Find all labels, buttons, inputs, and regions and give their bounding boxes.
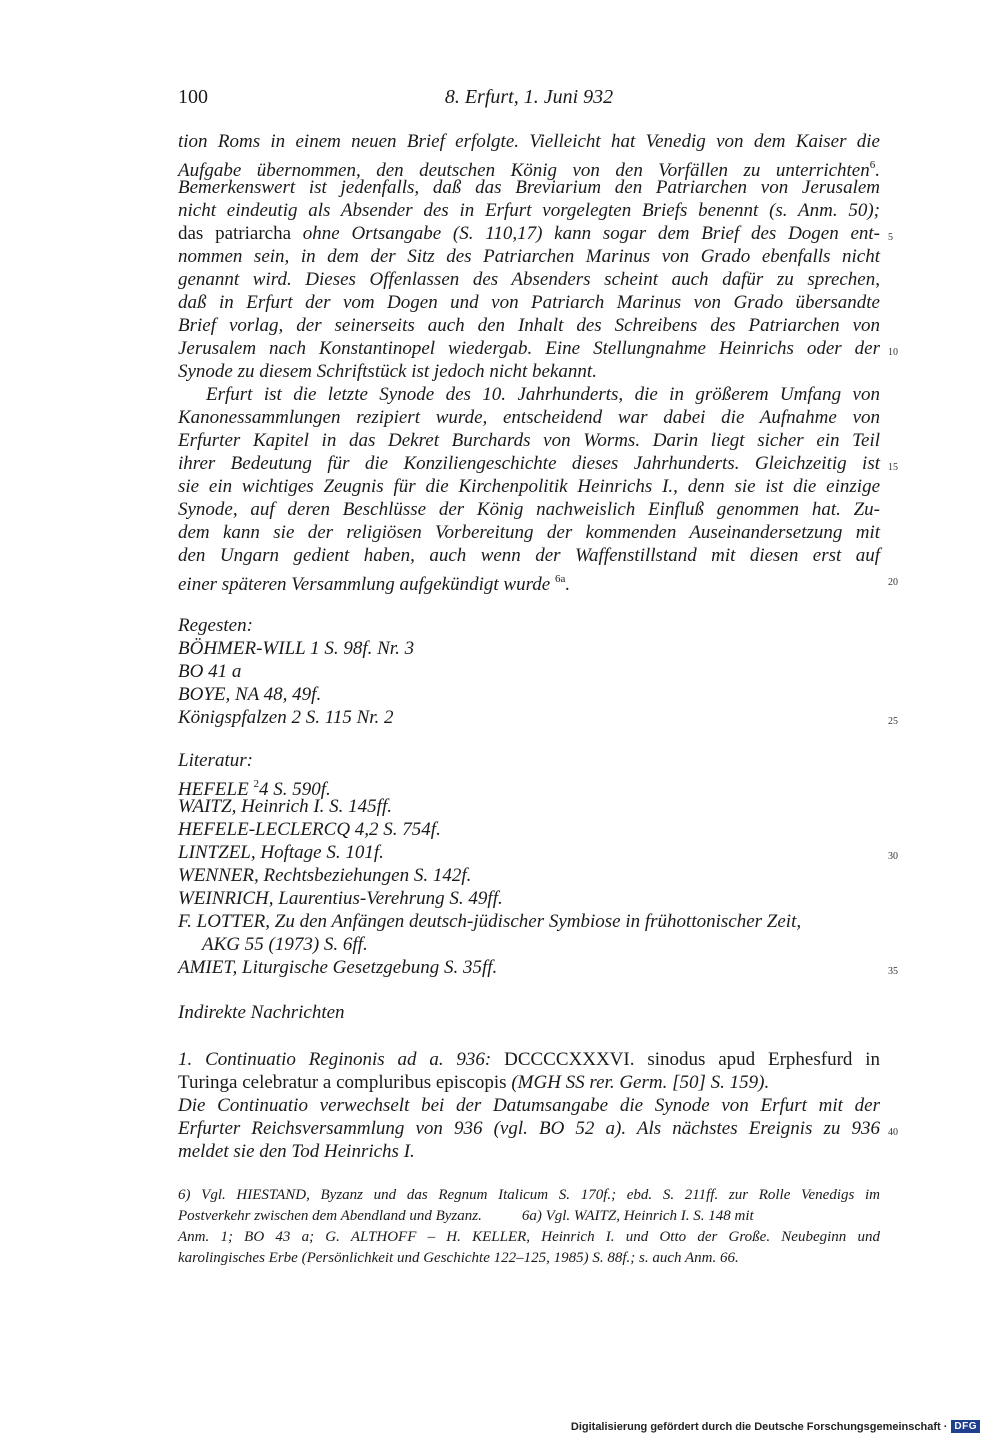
line-number: 15: [888, 462, 898, 473]
literatur-item: WEINRICH, Laurentius-Verehrung S. 49ff.: [178, 888, 503, 909]
line-number: 5: [888, 232, 893, 243]
line-number: 40: [888, 1127, 898, 1138]
body-line: Aufgabe übernommen, den deutschen König von den Vorfällen zu unterrichten$^6$.: [178, 159, 880, 181]
page-number: 100: [178, 86, 208, 108]
source-quote: DCCCCXXXVI. sinodus apud Erphesfurd in: [504, 1049, 881, 1070]
regesten-item: BOYE, NA 48, 49f.: [178, 684, 322, 705]
indirekte-line: Die Continuatio verwechselt bei der Datumsangabe die Synode von Erfurt mit der: [178, 1095, 880, 1116]
regesten-heading: Regesten:: [178, 615, 253, 636]
literatur-item: HEFELE-LECLERCQ 4,2 S. 754f.: [178, 819, 441, 840]
literatur-item: [178, 773, 880, 800]
body-line: Erfurter Kapitel in das Dekret Burchards von Worms. Darin liegt sicher ein Teil: [178, 430, 880, 451]
body-line: dem kann sie der religiösen Vorbereitung der kommenden Auseinandersetzung mit: [178, 522, 880, 543]
regesten-item: BO 41 a: [178, 661, 242, 682]
footnote-text: Postverkehr zwischen dem Abendland und Byzanz.: [178, 1208, 482, 1224]
line-number: 25: [888, 716, 898, 727]
footnote-line: [178, 1206, 880, 1226]
digitization-credit: [571, 1420, 980, 1433]
source-ref: (MGH SS rer. Germ. [50] S. 159).: [511, 1072, 770, 1093]
body-line: genannt wird. Dieses Offenlassen des Absenders scheint auch dafür zu sprechen,: [178, 269, 880, 290]
body-line: daß in Erfurt der vom Dogen und von Patriarch Marinus von Grado übersandte: [178, 292, 880, 313]
footnote-ref: 6: [869, 159, 876, 171]
dfg-logo-icon: DFG: [951, 1420, 980, 1433]
body-text: Aufgabe übernommen, den deutschen König von den Vorfällen zu unterrichten: [178, 160, 870, 181]
literatur-author: HEFELE: [178, 779, 249, 800]
indirekte-heading: Indirekte Nachrichten: [178, 1002, 345, 1023]
footnote-ref: 6a: [554, 573, 566, 585]
body-line: Bemerkenswert ist jedenfalls, daß das Breviarium den Patriarchen von Jerusalem: [178, 177, 880, 198]
line-number: 35: [888, 966, 898, 977]
running-title: 8. Erfurt, 1. Juni 932: [444, 86, 614, 108]
source-quote: Turinga celebratur a compluribus episcopis: [178, 1072, 507, 1093]
footnote-line: Anm. 1; BO 43 a; G. ALTHOFF – H. KELLER, Heinrich I. und Otto der Große. Neubeginn und: [178, 1229, 880, 1245]
regesten-item: Königspfalzen 2 S. 115 Nr. 2: [178, 707, 394, 728]
body-line: nicht eindeutig als Absender des in Erfurt vorgelegten Briefs benennt (s. Anm. 50);: [178, 200, 880, 221]
regesten-item: BÖHMER-WILL 1 S. 98f. Nr. 3: [178, 638, 415, 659]
body-line: Brief vorlag, der seinerseits auch den Inhalt des Schreibens des Patriarchen von: [178, 315, 880, 336]
literatur-item-continued: AKG 55 (1973) S. 6ff.: [202, 934, 368, 955]
footnote-line: 6) Vgl. HIESTAND, Byzanz und das Regnum Italicum S. 170f.; ebd. S. 211ff. zur Rolle Venedigs im: [178, 1187, 880, 1203]
body-line: nommen sein, in dem der Sitz des Patriarchen Marinus von Grado ebenfalls nicht: [178, 246, 880, 267]
line-number: 10: [888, 347, 898, 358]
indirekte-line: meldet sie den Tod Heinrichs I.: [178, 1141, 415, 1162]
body-text: ohne Ortsangabe (S. 110,17) kann sogar dem Brief des Dogen ent-: [302, 223, 881, 244]
body-text: das: [178, 223, 204, 244]
body-line: tion Roms in einem neuen Brief erfolgte. Vielleicht hat Venedig von dem Kaiser die: [178, 131, 880, 152]
body-line: den Ungarn gedient haben, auch wenn der Waffenstillstand mit diesen erst auf: [178, 545, 880, 566]
footnote-line: karolingisches Erbe (Persönlichkeit und Geschichte 122–125, 1985) S. 88f.; s. auch Anm. 66.: [178, 1250, 739, 1266]
body-line: Kanonessammlungen rezipiert wurde, entscheidend war dabei die Aufnahme von: [178, 407, 880, 428]
body-line: Synode, auf deren Beschlüsse der König nachweislich Einfluß genommen hat. Zu-: [178, 499, 880, 520]
edition-superscript: 2: [253, 778, 259, 790]
line-number: 20: [888, 577, 898, 588]
body-line: ihrer Bedeutung für die Konziliengeschichte dieses Jahrhunderts. Gleichzeitig ist: [178, 453, 880, 474]
literatur-item: LINTZEL, Hoftage S. 101f.: [178, 842, 384, 863]
literatur-ref: 4 S. 590f.: [258, 779, 331, 800]
body-line: sie ein wichtiges Zeugnis für die Kirchenpolitik Heinrichs I., denn sie ist die einzige: [178, 476, 880, 497]
literatur-heading: Literatur:: [178, 750, 253, 771]
body-line: [178, 568, 880, 595]
body-line: Jerusalem nach Konstantinopel wiedergab. Eine Stellungnahme Heinrichs oder der: [178, 338, 880, 359]
body-line: Erfurt ist die letzte Synode des 10. Jahrhunderts, die in größerem Umfang von: [206, 384, 880, 405]
body-text: .: [565, 574, 571, 595]
page-header: [178, 86, 880, 114]
footnote-text: 6a) Vgl. WAITZ, Heinrich I. S. 148 mit: [521, 1208, 754, 1224]
line-number: 30: [888, 851, 898, 862]
credit-text: Digitalisierung gefördert durch die Deutsche Forschungsgemeinschaft ·: [570, 1420, 948, 1433]
indirekte-line: [178, 1072, 880, 1094]
indirekte-line: Erfurter Reichsversammlung von 936 (vgl. BO 52 a). Als nächstes Ereignis zu 936: [178, 1118, 880, 1139]
body-line: [178, 223, 880, 245]
literatur-item: WENNER, Rechtsbeziehungen S. 142f.: [178, 865, 472, 886]
source-ref: 1. Continuatio Reginonis ad a. 936:: [178, 1049, 492, 1070]
indirekte-line: [178, 1049, 880, 1071]
body-line: Synode zu diesem Schriftstück ist jedoch nicht bekannt.: [178, 361, 597, 382]
literatur-item: F. LOTTER, Zu den Anfängen deutsch-jüdischer Symbiose in frühottonischer Zeit,: [178, 911, 802, 932]
literatur-item: AMIET, Liturgische Gesetzgebung S. 35ff.: [178, 957, 498, 978]
literatur-item: WAITZ, Heinrich I. S. 145ff.: [178, 796, 392, 817]
body-text: einer späteren Versammlung aufgekündigt wurde: [178, 574, 551, 595]
quoted-term: patriarcha: [215, 223, 292, 244]
